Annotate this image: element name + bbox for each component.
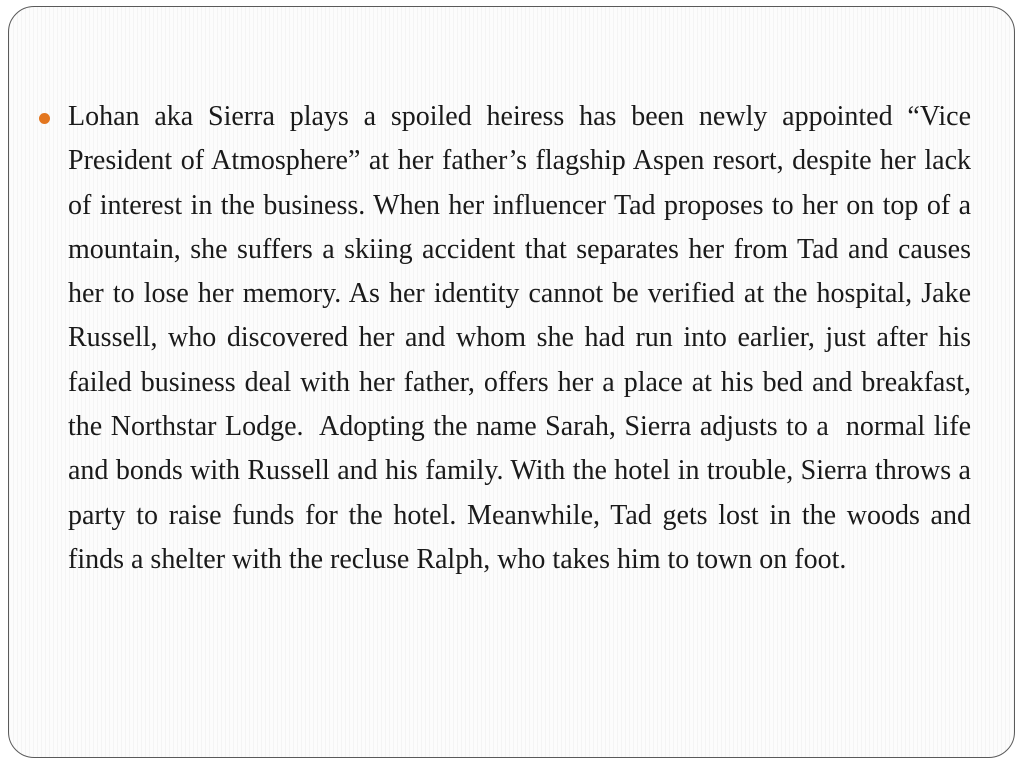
slide-frame — [8, 6, 1015, 758]
bullet-text: Lohan aka Sierra plays a spoiled heiress has been newly appointed “Vice President of Atmosphere” at her father’s flagship Aspen resort, despite her lack of interest in the business. When her influencer Tad proposes to her on top of a mountain, she suffers a skiing accident that separates her from Tad and causes her to lose her memory. As her identity cannot be verified at the hospital, Jake Russell, who discovered her and whom she had run into earlier, just after his failed business deal with her father, offers her a place at his bed and breakfast, the Northstar Lodge. Adopting the name Sarah, Sierra adjusts to a normal life and bonds with Russell and his family. With the hotel in trouble, Sierra throws a party to raise funds for the hotel. Meanwhile, Tad gets lost in the woods and finds a shelter with the recluse Ralph, who takes him to town on foot. — [68, 101, 978, 575]
bullet-list — [39, 95, 978, 582]
bullet-item — [39, 95, 978, 582]
orange-bullet-dot-icon — [39, 113, 50, 124]
